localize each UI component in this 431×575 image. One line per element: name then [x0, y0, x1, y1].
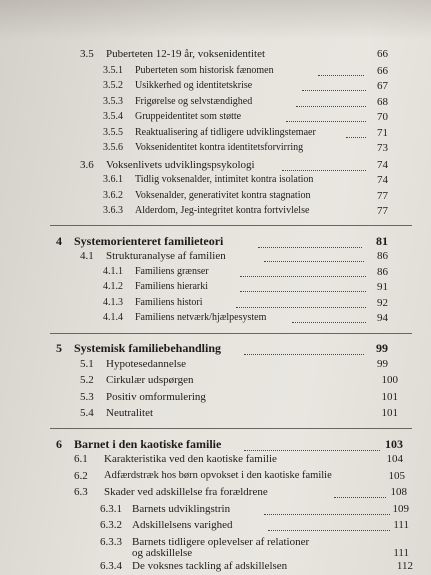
section-divider	[50, 428, 412, 429]
chapter-title: Systemorienteret familieteori	[74, 233, 224, 248]
dot-leader	[282, 170, 366, 171]
entry-number: 3.6.1	[103, 174, 123, 186]
entry-page: 109	[392, 502, 409, 515]
dot-leader	[268, 530, 390, 531]
entry-title: Voksenalder, generativitet kontra stagnation	[135, 189, 311, 201]
entry-page: 77	[377, 189, 388, 202]
chapter-number: 4	[56, 233, 62, 248]
entry-number: 6.2	[74, 469, 88, 482]
entry-number: 4.1.3	[103, 296, 123, 308]
entry-number: 3.5.1	[103, 64, 123, 76]
entry-title: Puberteten som historisk fænomen	[135, 64, 274, 76]
entry-title: Voksenlivets udviklingspsykologi	[106, 158, 255, 171]
entry-title: Cirkulær udspørgen	[106, 374, 194, 387]
entry-page: 105	[388, 469, 405, 482]
entry-title: Familiens grænser	[135, 265, 209, 277]
dot-leader	[334, 497, 386, 498]
entry-page: 94	[377, 312, 388, 325]
entry-page: 111	[393, 519, 409, 532]
entry-title: Alderdom, Jeg-integritet kontra fortvivlelse	[135, 205, 310, 217]
entry-page: 70	[377, 111, 388, 124]
dot-leader	[286, 121, 366, 122]
dot-leader	[318, 75, 364, 76]
dot-leader	[302, 90, 366, 91]
entry-title: Barnets udviklingstrin	[132, 502, 231, 515]
entry-page: 108	[390, 486, 407, 499]
entry-page: 101	[381, 407, 398, 420]
chapter-page: 103	[385, 436, 403, 451]
entry-title: Karakteristika ved den kaotiske familie	[104, 453, 277, 466]
entry-title: Familiens netværk/hjælpesystem	[135, 312, 267, 324]
dot-leader	[346, 137, 366, 138]
entry-title: Skader ved adskillelse fra forældrene	[104, 486, 268, 499]
entry-number: 3.5.2	[103, 80, 123, 92]
entry-number: 4.1	[80, 250, 94, 263]
entry-page: 74	[377, 174, 388, 187]
entry-title: Gruppeidentitet som støtte	[135, 111, 242, 123]
entry-page: 77	[377, 205, 388, 218]
entry-title-continued: og adskillelse	[132, 547, 193, 560]
section-divider	[50, 333, 412, 334]
dot-leader	[264, 261, 364, 262]
entry-page: 86	[377, 265, 388, 278]
entry-page: 104	[386, 453, 403, 466]
entry-title: Adskillelsens varighed	[132, 519, 233, 532]
entry-title: Familiens hierarki	[135, 281, 209, 293]
chapter-number: 5	[56, 341, 62, 356]
entry-title: Barnets tidligere oplevelser af relationer	[132, 535, 310, 548]
entry-title: Tidlig voksenalder, intimitet kontra isolation	[135, 174, 314, 186]
entry-page: 100	[381, 374, 398, 387]
entry-number: 6.3.2	[100, 519, 122, 532]
entry-title: Frigørelse og selvstændighed	[135, 95, 253, 107]
entry-page: 112	[396, 560, 413, 572]
entry-number: 3.5.5	[103, 126, 123, 138]
entry-number: 6.3.4	[100, 560, 122, 572]
dot-leader	[240, 276, 366, 277]
entry-number: 5.2	[80, 374, 94, 387]
dot-leader	[236, 307, 366, 308]
dot-leader	[244, 450, 380, 451]
entry-title: Usikkerhed og identitetskrise	[135, 80, 253, 92]
entry-title: Puberteten 12-19 år, voksenidentitet	[106, 48, 266, 60]
entry-number: 3.5	[80, 48, 94, 60]
entry-title: De voksnes tackling af adskillelsen	[132, 560, 288, 572]
entry-number: 4.1.2	[103, 281, 123, 293]
entry-page: 86	[377, 250, 388, 263]
entry-page: 66	[377, 48, 388, 60]
entry-title: Strukturanalyse af familien	[106, 250, 226, 263]
entry-page: 101	[381, 390, 398, 403]
entry-title: Voksenidentitet kontra identitetsforvirring	[135, 142, 304, 154]
entry-page: 91	[377, 281, 388, 294]
entry-page: 74	[377, 158, 388, 171]
entry-number: 4.1.1	[103, 265, 123, 277]
entry-number: 5.1	[80, 357, 94, 370]
entry-number: 3.5.6	[103, 142, 123, 154]
entry-number: 6.3.1	[100, 502, 122, 515]
entry-title: Neutralitet	[106, 407, 154, 420]
entry-page: 111	[393, 547, 409, 560]
entry-title: Hypotesedannelse	[106, 357, 187, 370]
entry-page: 73	[377, 142, 388, 155]
entry-page: 71	[377, 126, 388, 139]
entry-number: 3.6.3	[103, 205, 123, 217]
chapter-page: 81	[376, 233, 388, 248]
entry-title: Reaktualisering af tidligere udviklingstemaer	[135, 126, 316, 138]
chapter-title: Barnet i den kaotiske familie	[74, 436, 222, 451]
entry-number: 6.3.3	[100, 535, 122, 548]
dot-leader	[244, 354, 364, 355]
dot-leader	[296, 106, 366, 107]
dot-leader	[240, 291, 366, 292]
chapter-number: 6	[56, 436, 62, 451]
page-shadow	[0, 0, 431, 40]
entry-number: 3.5.3	[103, 95, 123, 107]
entry-number: 4.1.4	[103, 312, 123, 324]
entry-number: 5.4	[80, 407, 94, 420]
dot-leader	[258, 247, 362, 248]
entry-number: 3.6	[80, 158, 94, 171]
dot-leader	[292, 322, 366, 323]
chapter-title: Systemisk familiebehandling	[74, 341, 222, 356]
entry-title: Positiv omformulering	[106, 390, 206, 403]
entry-page: 99	[377, 357, 388, 370]
entry-page: 92	[377, 296, 388, 309]
dot-leader	[264, 514, 390, 515]
entry-page: 66	[377, 64, 388, 77]
section-divider	[50, 225, 412, 226]
entry-number: 6.1	[74, 453, 88, 466]
entry-number: 6.3	[74, 486, 88, 499]
entry-page: 68	[377, 95, 388, 108]
entry-page: 67	[377, 80, 388, 93]
entry-number: 3.5.4	[103, 111, 123, 123]
entry-title: Familiens histori	[135, 296, 203, 308]
entry-title: Adfærdstræk hos børn opvokset i den kaotiske familie	[104, 469, 332, 481]
entry-number: 3.6.2	[103, 189, 123, 201]
chapter-page: 99	[376, 341, 388, 356]
entry-number: 5.3	[80, 390, 94, 403]
